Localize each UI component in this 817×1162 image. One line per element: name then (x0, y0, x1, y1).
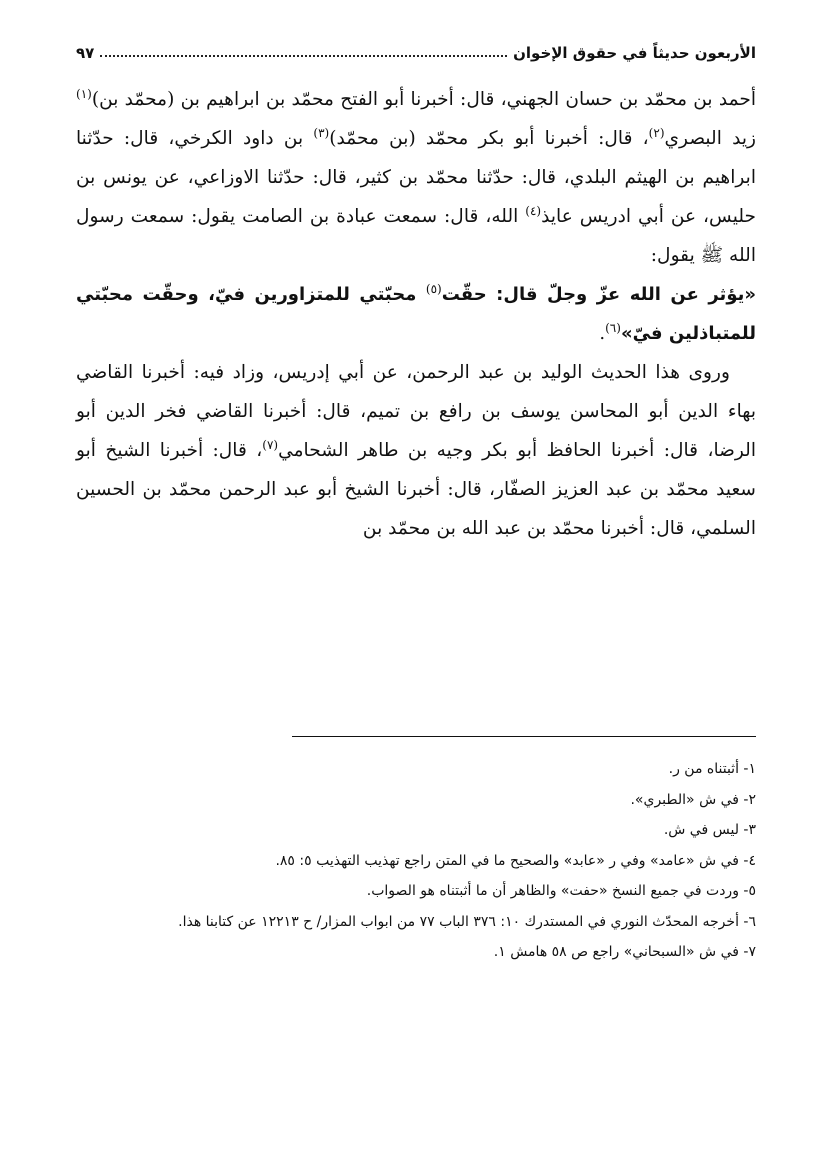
footnote-6: ٦- أخرجه المحدّث النوري في المستدرك ١٠: ٣٧٦ الباب ٧٧ من ابواب المزار/ ح ١٢٢١٣ عن كتابنا هذا. (178, 913, 756, 930)
footnote-marker-7: (٧) (262, 437, 279, 452)
text-segment: بن داود الكرخي، قال: حدّثنا ابراهيم بن الهيثم البلدي، قال: حدّثنا محمّد بن كثير، قال: حدّثنا الاوزاعي، عن يونس بن حليس، عن أبي ادريس عايذ (76, 128, 756, 227)
paragraph-second-isnad (76, 353, 756, 548)
footnote-3: ٣- ليس في ش. (663, 822, 756, 838)
footnote-5: ٥- وردت في جميع النسخ «حفت» والظاهر أن ما أثبتناه هو الصواب. (366, 883, 756, 899)
footnote-marker-1: (١) (76, 86, 92, 101)
footnote-marker-4: (٤) (525, 203, 542, 218)
footnote-2: ٢- في ش «الطبري». (630, 791, 756, 808)
text-segment: «يؤثر عن الله عزّ وجلّ قال: حقّت (441, 284, 756, 305)
paragraph-isnad (76, 80, 756, 275)
text-segment: ، قال: أخبرنا أبو بكر محمّد (بن محمّد) (329, 128, 649, 149)
footnote-4: ٤- في ش «عامد» وفي ر «عابد» والصحيح ما في المتن راجع تهذيب التهذيب ٥: ٨٥. (275, 852, 756, 869)
footnote-separator (292, 736, 756, 737)
main-text (76, 80, 756, 548)
header-dot-leader (100, 55, 507, 57)
text-segment: ، قال: أخبرنا الشيخ أبو سعيد محمّد بن عبد العزيز الصفّار، قال: أخبرنا الشيخ أبو عبد الرحمن محمّد بن الحسين السلمي، قال: أخبرنا محمّد بن عبد الله بن محمّد بن (76, 440, 756, 539)
footnote-marker-3: (٣) (313, 125, 330, 140)
page-number: ٩٧ (76, 44, 95, 62)
text-segment: . (599, 323, 606, 344)
text-segment: وروى هذا الحديث الوليد بن عبد الرحمن، عن أبي إدريس، وزاد فيه: أخبرنا القاضي بهاء الدين أبو المحاسن يوسف بن رافع بن تميم، قال: أخبرنا القاضي فخر الدين أبو الرضا، قال: أخبرنا الحافظ أبو بكر وجيه بن طاهر الشحامي (76, 362, 756, 461)
header-title: الأربعون حديثاً في حقوق الإخوان (513, 44, 756, 62)
footnote-marker-5: (٥) (425, 282, 442, 296)
text-segment: زيد البصري (664, 128, 756, 149)
text-segment: محبّتي للمتزاورين فيّ، وحقّت محبّتي للمتباذلين فيّ» (76, 284, 756, 344)
hadith-text (76, 275, 756, 353)
footnote-1: ١- أثبتناه من ر. (668, 761, 756, 777)
footnote-marker-6: (٦) (605, 321, 621, 335)
running-header (76, 34, 756, 62)
footnote-7: ٧- في ش «السبحاني» راجع ص ٥٨ هامش ١. (493, 944, 756, 960)
footnote-marker-2: (٢) (648, 125, 665, 140)
text-segment: أحمد بن محمّد بن حسان الجهني، قال: أخبرنا أبو الفتح محمّد بن ابراهيم بن (محمّد بن) (91, 89, 756, 110)
text-segment: الله، قال: سمعت عبادة بن الصامت يقول: سمعت رسول الله ﷺ يقول: (76, 206, 756, 266)
footnotes (76, 754, 756, 968)
